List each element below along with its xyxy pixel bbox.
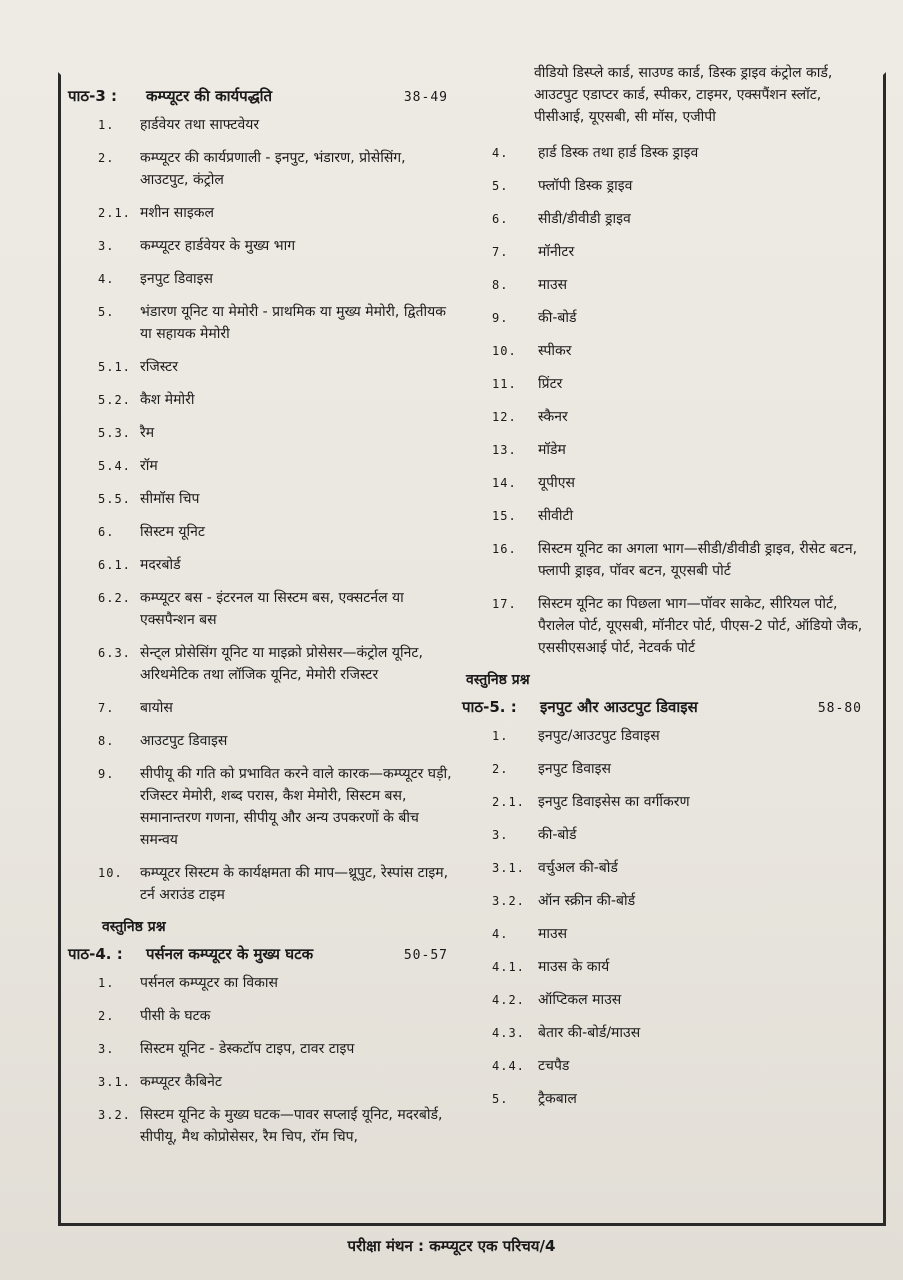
list-item [68,1038,458,1060]
item-number: 6.1. [98,558,131,572]
item-text: सिस्टम यूनिट के मुख्य घटक—पावर सप्लाई यूनिट, मदरबोर्ड, सीपीयू, मैथ कोप्रोसेसर, रैम चिप, रॉम चिप, [140,1107,443,1145]
item-number: 12. [492,410,517,424]
item-text: कम्प्यूटर कैबिनेट [140,1074,222,1090]
list-item [68,422,458,444]
list-item [462,241,872,263]
item-text: स्पीकर [538,343,572,359]
list-item [68,488,458,510]
item-text: माउस के कार्य [538,959,610,975]
item-text: कैश मेमोरी [140,392,195,408]
item-text: वर्चुअल की-बोर्ड [538,860,618,876]
item-number: 10. [492,344,517,358]
list-item [68,301,458,345]
list-item [462,989,872,1011]
item-text: रजिस्टर [140,359,178,375]
item-text: मॉडेम [538,442,566,458]
item-text: माउस [538,277,568,293]
chapter-4-list [68,972,458,1148]
item-text: इनपुट/आउटपुट डिवाइस [538,728,660,744]
item-number: 5.2. [98,393,131,407]
list-item [462,1055,872,1077]
item-text: की-बोर्ड [538,310,577,326]
chapter-pages: 38-49 [403,90,448,105]
item-number: 1. [492,729,509,743]
item-number: 7. [492,245,509,259]
item-number: 9. [98,767,115,781]
item-number: 13. [492,443,517,457]
item-number: 4.3. [492,1026,525,1040]
item-text: ऑप्टिकल माउस [538,992,622,1008]
item-number: 3.1. [492,861,525,875]
item-number: 5.3. [98,426,131,440]
list-item [68,642,458,686]
item-text: सीमॉस चिप [140,491,200,507]
item-number: 2.1. [492,795,525,809]
list-item [68,389,458,411]
list-item [462,406,872,428]
item-text: सिस्टम यूनिट [140,524,205,540]
list-item [68,972,458,994]
item-number: 7. [98,701,115,715]
item-text: फ्लॉपी डिस्क ड्राइव [538,178,633,194]
item-text: कम्प्यूटर की कार्यप्रणाली - इनपुट, भंडारण, प्रोसेसिंग, आउटपुट, कंट्रोल [140,150,406,188]
item-text: इनपुट डिवाइस [538,761,611,777]
chapter-code: पाठ-4. : [68,945,123,963]
item-text: सीवीटी [538,508,574,524]
item-text: स्कैनर [538,409,568,425]
left-column [68,80,458,1159]
item-text: ट्रैकबाल [538,1091,577,1107]
page-footer: परीक्षा मंथन : कम्प्यूटर एक परिचय/4 [347,1237,556,1255]
item-number: 10. [98,866,123,880]
item-number: 4. [98,272,115,286]
chapter-4-heading [68,944,458,964]
continued-text: वीडियो डिस्प्ले कार्ड, साउण्ड कार्ड, डिस्क ड्राइव कंट्रोल कार्ड, आउटपुट एडाप्टर कार्ड, स्पीकर, टाइमर, एक्सपैंशन स्लॉट, पीसीआई, यूएसबी, सी मॉस, एजीपी [534,65,833,125]
item-text: ऑन स्क्रीन की-बोर्ड [538,893,636,909]
item-text: मशीन साइकल [140,205,214,221]
list-item [68,730,458,752]
chapter-5-heading [462,697,872,717]
item-number: 8. [492,278,509,292]
item-text: प्रिंटर [538,376,563,392]
list-item [462,890,872,912]
list-item [462,824,872,846]
item-number: 3.1. [98,1075,131,1089]
item-text: सिस्टम यूनिट का पिछला भाग—पॉवर साकेट, सीरियल पोर्ट, पैरालेल पोर्ट, यूएसबी, मॉनीटर पोर्ट, पीएस-2 पोर्ट, ऑडियो जैक, एससीएसआई पोर्ट, नेटवर्क पोर्ट [538,596,863,656]
item-number: 2. [98,151,115,165]
item-text: पर्सनल कम्प्यूटर का विकास [140,975,278,991]
item-text: की-बोर्ड [538,827,577,843]
list-item [462,439,872,461]
item-text: इनपुट डिवाइस [140,271,213,287]
chapter-pages: 58-80 [817,701,862,716]
list-item [462,274,872,296]
item-number: 5. [492,179,509,193]
list-item [68,356,458,378]
item-number: 9. [492,311,509,325]
chapter-4-list-continued [462,142,872,659]
item-number: 1. [98,118,115,132]
objective-questions-heading: वस्तुनिष्ठ प्रश्न [466,672,530,688]
item-number: 6.2. [98,591,131,605]
item-number: 8. [98,734,115,748]
item-text: सीडी/डीवीडी ड्राइव [538,211,631,227]
item-number: 3. [98,1042,115,1056]
item-number: 11. [492,377,517,391]
item-text: बायोस [140,700,173,716]
list-item [462,307,872,329]
list-item [462,857,872,879]
list-item [68,114,458,136]
list-item [68,202,458,224]
item-text: मॉनीटर [538,244,575,260]
item-text: टचपैड [538,1058,570,1074]
item-number: 5.4. [98,459,131,473]
list-item [68,521,458,543]
list-item [462,791,872,813]
item-number: 5. [98,305,115,319]
list-item [462,758,872,780]
item-number: 3.2. [492,894,525,908]
item-number: 4.2. [492,993,525,1007]
item-text: हार्ड डिस्क तथा हार्ड डिस्क ड्राइव [538,145,699,161]
item-number: 6.3. [98,646,131,660]
item-number: 3.2. [98,1108,131,1122]
item-number: 3. [98,239,115,253]
item-text: हार्डवेयर तथा साफ्टवेयर [140,117,260,133]
chapter-title: पर्सनल कम्प्यूटर के मुख्य घटक [146,945,314,963]
item-number: 5.1. [98,360,131,374]
list-item [68,1005,458,1027]
objective-questions-heading: वस्तुनिष्ठ प्रश्न [102,919,166,935]
right-column [462,62,872,1121]
item-number: 2. [492,762,509,776]
list-item [462,923,872,945]
list-item [68,587,458,631]
item-text: बेतार की-बोर्ड/माउस [538,1025,641,1041]
chapter-5-list [462,725,872,1110]
list-item [462,175,872,197]
item-text: आउटपुट डिवाइस [140,733,228,749]
item-text: सीपीयू की गति को प्रभावित करने वाले कारक—कम्प्यूटर घड़ी, रजिस्टर मेमोरी, शब्द परास, कैश मेमोरी, सिस्टम बस, समानान्तरण गणना, सीपीयू और अन्य उपकरणों के बीच समन्वय [140,766,452,848]
list-item [68,1071,458,1093]
list-item [462,472,872,494]
list-item [68,763,458,851]
list-item [462,340,872,362]
item-number: 5.5. [98,492,131,506]
list-item [462,142,872,164]
item-text: सेन्ट्ल प्रोसेसिंग यूनिट या माइक्रो प्रोसेसर—कंट्रोल यूनिट, अरिथमेटिक तथा लॉजिक यूनिट, मेमोरी रजिस्टर [140,645,423,683]
item-number: 4. [492,146,509,160]
item-text: कम्प्यूटर बस - इंटरनल या सिस्टम बस, एक्सटर्नल या एक्सपैन्शन बस [140,590,404,628]
list-item [462,1022,872,1044]
item-text: यूपीएस [538,475,575,491]
list-item [68,862,458,906]
list-item [462,208,872,230]
chapter-3-heading [68,86,458,106]
item-number: 16. [492,542,517,556]
item-number: 5. [492,1092,509,1106]
item-text: पीसी के घटक [140,1008,211,1024]
list-item [462,725,872,747]
list-item [68,235,458,257]
item-text: रॉम [140,458,158,474]
list-item [68,147,458,191]
item-text: कम्प्यूटर हार्डवेयर के मुख्य भाग [140,238,296,254]
item-number: 3. [492,828,509,842]
chapter-title: इनपुट और आउटपुट डिवाइस [540,698,698,716]
list-item [68,1104,458,1148]
item-number: 2. [98,1009,115,1023]
item-number: 4. [492,927,509,941]
chapter-code: पाठ-5. : [462,698,517,716]
item-number: 4.1. [492,960,525,974]
item-number: 6. [492,212,509,226]
item-number: 14. [492,476,517,490]
chapter-code: पाठ-3 : [68,87,118,105]
list-item [462,593,872,659]
list-item [462,373,872,395]
chapter-pages: 50-57 [403,948,448,963]
list-item [462,538,872,582]
item-number: 1. [98,976,115,990]
item-text: कम्प्यूटर सिस्टम के कार्यक्षमता की माप—थ्रूपुट, रेस्पांस टाइम, टर्न अराउंड टाइम [140,865,449,903]
item-text: सिस्टम यूनिट - डेस्कटॉप टाइप, टावर टाइप [140,1041,355,1057]
item-text: मदरबोर्ड [140,557,181,573]
chapter-3-list [68,114,458,906]
item-number: 15. [492,509,517,523]
list-item [462,505,872,527]
list-item [68,697,458,719]
item-text: माउस [538,926,568,942]
list-item [462,1088,872,1110]
list-item [462,956,872,978]
item-text: भंडारण यूनिट या मेमोरी - प्राथमिक या मुख्य मेमोरी, द्वितीयक या सहायक मेमोरी [140,304,446,342]
chapter-title: कम्प्यूटर की कार्यपद्धति [146,87,273,105]
list-item [68,554,458,576]
list-item [68,268,458,290]
item-text: रैम [140,425,155,441]
item-text: इनपुट डिवाइसेस का वर्गीकरण [538,794,690,810]
item-number: 2.1. [98,206,131,220]
item-number: 4.4. [492,1059,525,1073]
item-number: 6. [98,525,115,539]
item-number: 17. [492,597,517,611]
item-text: सिस्टम यूनिट का अगला भाग—सीडी/डीवीडी ड्राइव, रीसेट बटन, फ्लापी ड्राइव, पॉवर बटन, यूएसबी पोर्ट [538,541,858,579]
list-item [68,455,458,477]
